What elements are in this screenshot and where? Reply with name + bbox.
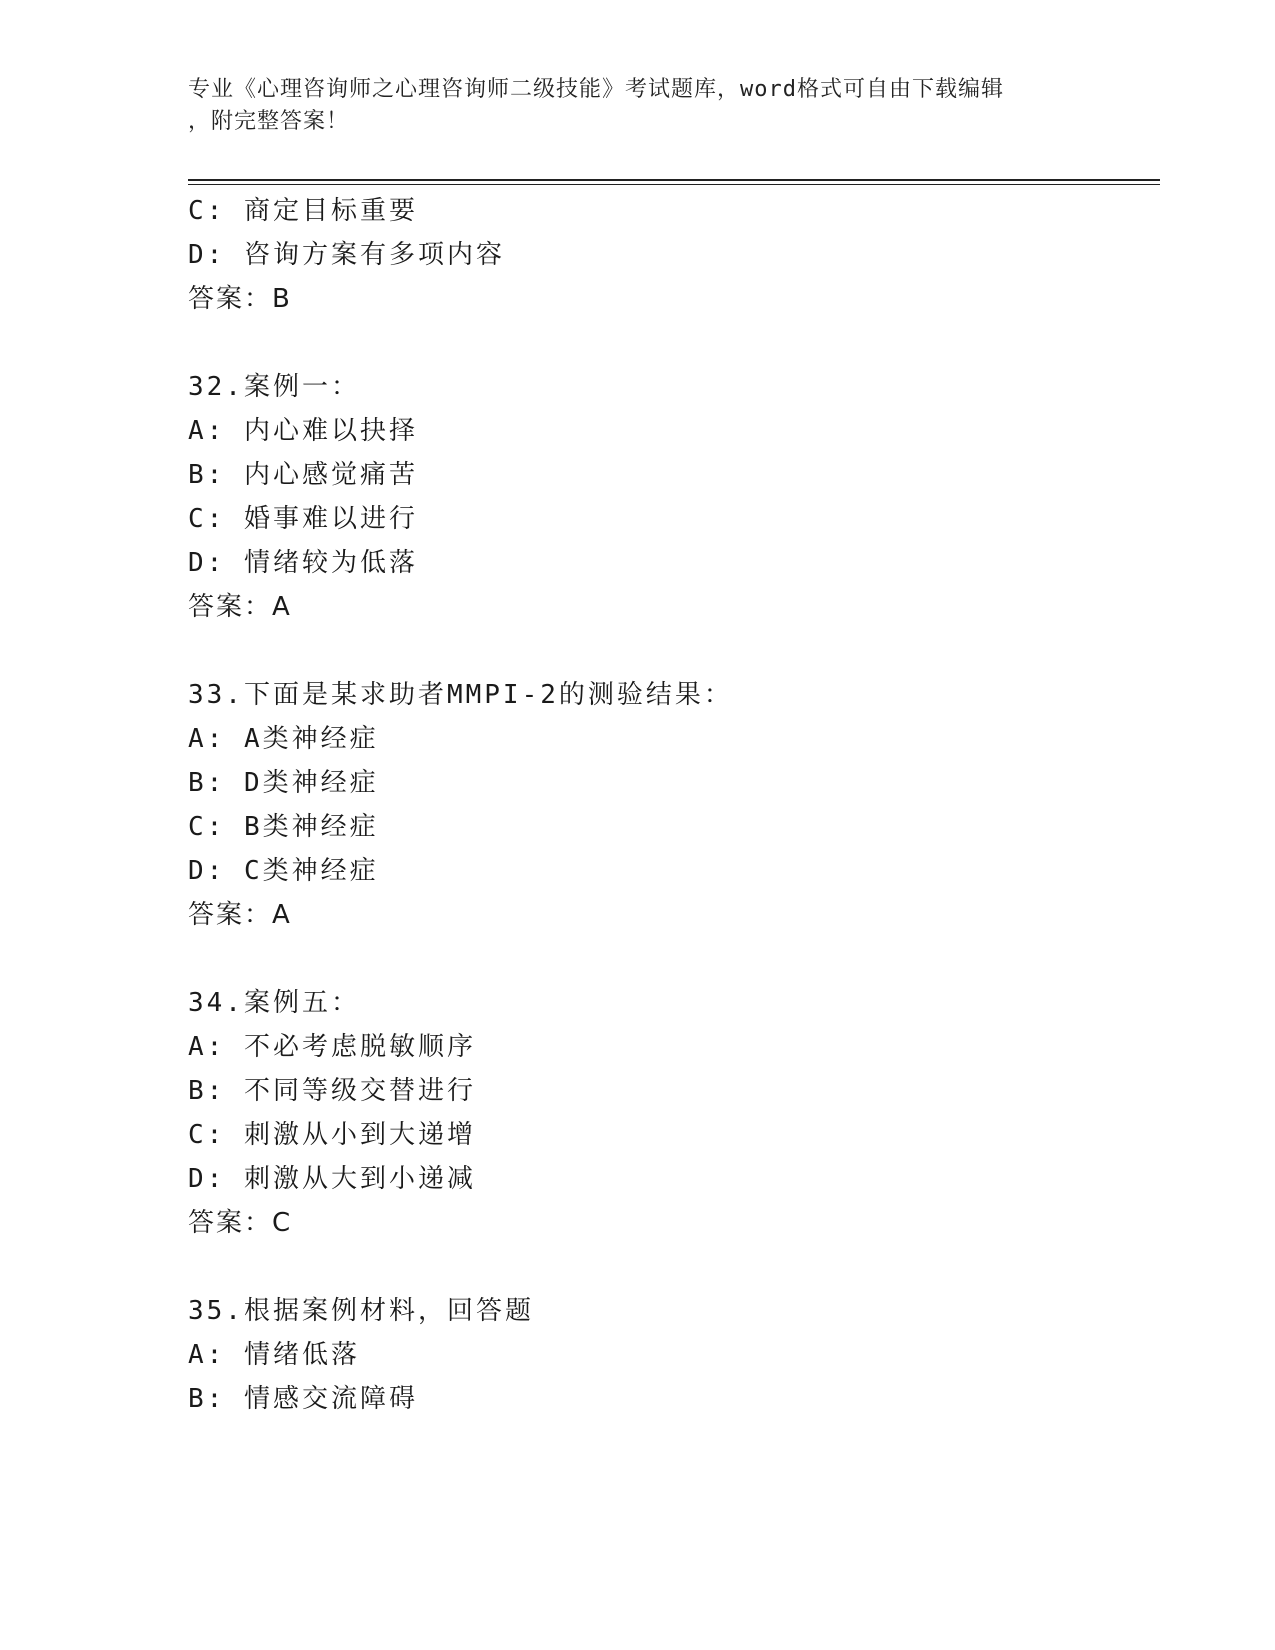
header-rule-thick — [188, 179, 1160, 181]
question-33-option-c: C: B类神经症 — [188, 812, 379, 842]
header-line-1: 专业《心理咨询师之心理咨询师二级技能》考试题库，word格式可自由下载编辑 — [188, 77, 1004, 102]
question-32-option-b: B: 内心感觉痛苦 — [188, 460, 418, 490]
question-34-option-b: B: 不同等级交替进行 — [188, 1076, 476, 1106]
question-33-option-a: A: A类神经症 — [188, 724, 379, 754]
header-line-2: ，附完整答案！ — [188, 109, 350, 134]
question-35-option-b: B: 情感交流障碍 — [188, 1384, 418, 1414]
question-34-option-d: D: 刺激从大到小递减 — [188, 1164, 476, 1194]
question-33-option-b: B: D类神经症 — [188, 768, 379, 798]
option-d: D: 咨询方案有多项内容 — [188, 240, 505, 270]
question-34-answer: 答案：C — [188, 1208, 293, 1238]
question-33-title: 33.下面是某求助者MMPI-2的测验结果： — [188, 680, 733, 710]
question-35-option-a: A: 情绪低落 — [188, 1340, 360, 1370]
question-32-option-d: D: 情绪较为低落 — [188, 548, 418, 578]
question-32-option-c: C: 婚事难以进行 — [188, 504, 418, 534]
question-32-option-a: A: 内心难以抉择 — [188, 416, 418, 446]
question-34-option-a: A: 不必考虑脱敏顺序 — [188, 1032, 476, 1062]
question-35-title: 35.根据案例材料，回答题 — [188, 1296, 534, 1326]
question-32-title: 32.案例一： — [188, 372, 360, 402]
header-rule-thin — [188, 184, 1160, 185]
answer-line: 答案：B — [188, 284, 292, 314]
question-33-option-d: D: C类神经症 — [188, 856, 379, 886]
document-header — [188, 74, 1088, 138]
question-33-answer: 答案：A — [188, 900, 292, 930]
question-32-answer: 答案：A — [188, 592, 292, 622]
option-c: C: 商定目标重要 — [188, 196, 418, 226]
question-34-option-c: C: 刺激从小到大递增 — [188, 1120, 476, 1150]
question-34-title: 34.案例五： — [188, 988, 360, 1018]
